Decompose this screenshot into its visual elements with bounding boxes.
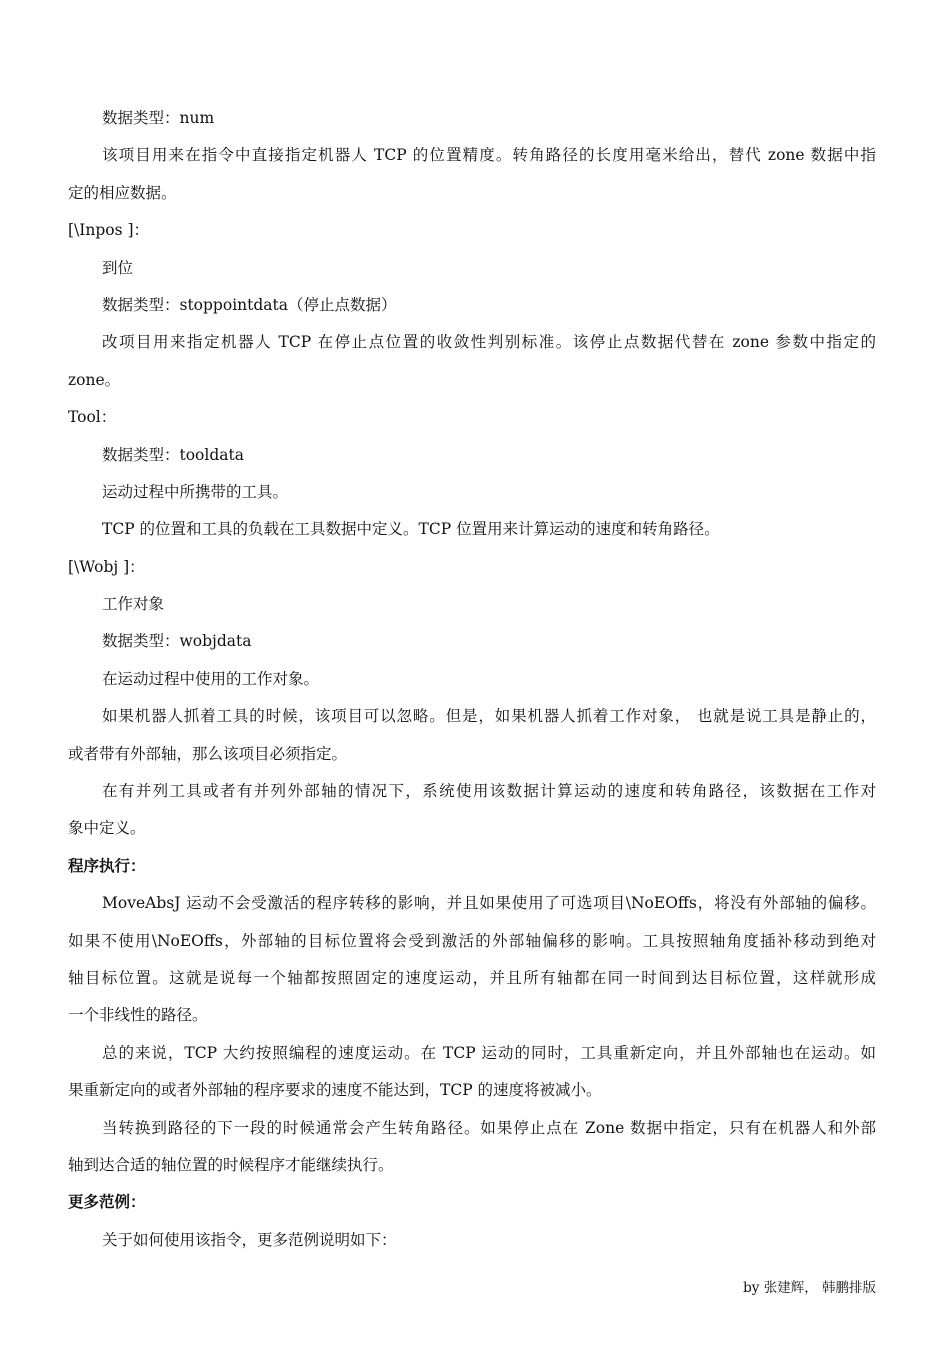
- paragraph-line: 当转换到路径的下一段的时候通常会产生转角路径。如果停止点在 Zone 数据中指定，只有在机器人和外部: [102, 1118, 876, 1137]
- paragraph-line: 轴目标位置。这就是说每一个轴都按照固定的速度运动，并且所有轴都在同一时间到达目标位置，这样就形成: [68, 968, 876, 987]
- paragraph-line: 数据类型：num: [102, 109, 215, 127]
- parameter-heading: [\Inpos ]：: [68, 221, 150, 240]
- section-heading-more-examples: 更多范例：: [68, 1193, 146, 1212]
- paragraph-line: 数据类型：tooldata: [102, 445, 244, 464]
- paragraph-line: 该项目用来在指令中直接指定机器人 TCP 的位置精度。转角路径的长度用毫米给出，替代 zone 数据中指: [102, 146, 876, 165]
- paragraph-line: 果重新定向的或者外部轴的程序要求的速度不能达到，TCP 的速度将被减小。: [68, 1081, 602, 1100]
- paragraph-line: 运动过程中所携带的工具。: [102, 482, 289, 501]
- paragraph-line: 到位: [102, 258, 134, 277]
- paragraph-line: 定的相应数据。: [68, 183, 177, 202]
- parameter-heading: Tool：: [68, 408, 117, 427]
- section-heading-program-execution: 程序执行：: [68, 856, 146, 875]
- paragraph-line: 或者带有外部轴，那么该项目必须指定。: [68, 744, 348, 763]
- paragraph-line: 轴到达合适的轴位置的时候程序才能继续执行。: [68, 1155, 394, 1174]
- paragraph-line: 在有并列工具或者有并列外部轴的情况下，系统使用该数据计算运动的速度和转角路径，该数据在工作对: [102, 782, 876, 801]
- paragraph-line: 如果不使用\NoEOffs，外部轴的目标位置将会受到激活的外部轴偏移的影响。工具按照轴角度插补移动到绝对: [68, 931, 876, 950]
- page-footer-credit: by 张建辉， 韩鹏排版: [743, 1280, 876, 1296]
- paragraph-line: MoveAbsJ 运动不会受激活的程序转移的影响，并且如果使用了可选项目\NoEOffs，将没有外部轴的偏移。: [102, 894, 876, 913]
- paragraph-line: 工作对象: [102, 595, 165, 614]
- paragraph-line: zone。: [68, 370, 121, 389]
- paragraph-line: 象中定义。: [68, 819, 146, 838]
- paragraph-line: 一个非线性的路径。: [68, 1006, 208, 1025]
- paragraph-line: 改项目用来指定机器人 TCP 在停止点位置的收敛性判别标准。该停止点数据代替在 zone 参数中指定的: [102, 333, 876, 352]
- paragraph-line: 数据类型：wobjdata: [102, 632, 252, 651]
- paragraph-line: TCP 的位置和工具的负载在工具数据中定义。TCP 位置用来计算运动的速度和转角路径。: [102, 520, 720, 539]
- paragraph-line: 在运动过程中使用的工作对象。: [102, 669, 320, 688]
- paragraph-line: 如果机器人抓着工具的时候，该项目可以忽略。但是，如果机器人抓着工作对象， 也就是说工具是静止的，: [102, 707, 876, 726]
- paragraph-line: 总的来说，TCP 大约按照编程的速度运动。在 TCP 运动的同时，工具重新定向，并且外部轴也在运动。如: [102, 1043, 876, 1062]
- paragraph-line: 关于如何使用该指令，更多范例说明如下：: [102, 1230, 397, 1249]
- document-body: [68, 103, 876, 1262]
- parameter-heading: [\Wobj ]：: [68, 557, 145, 576]
- paragraph-line: 数据类型：stoppointdata（停止点数据）: [102, 295, 397, 314]
